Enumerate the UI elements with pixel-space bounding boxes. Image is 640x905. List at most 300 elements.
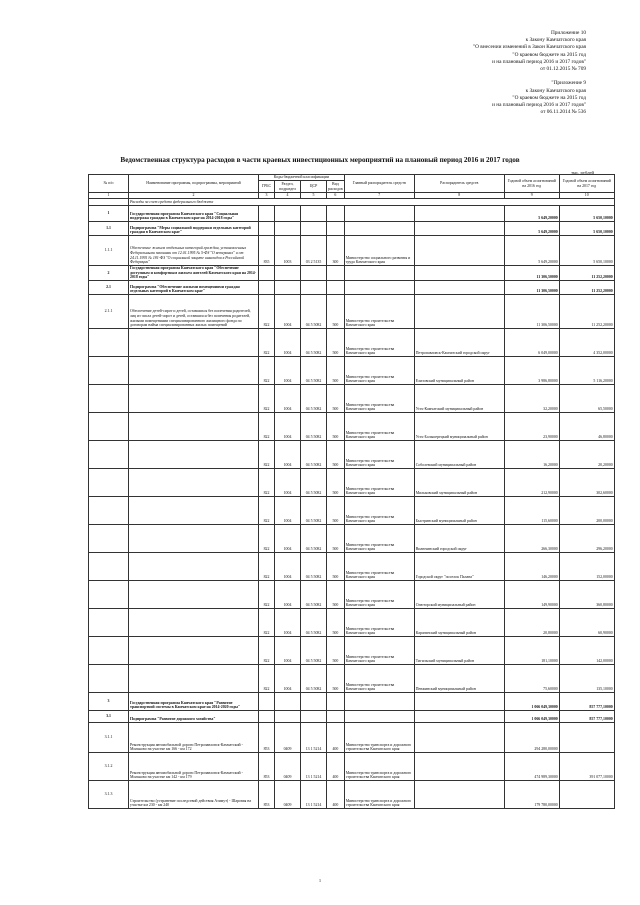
cell-razdel: 1004 [275, 525, 301, 553]
cell-v2016: 6 049,00000 [504, 329, 559, 357]
cell-name: Обеспечение детей-сирот и детей, оставшихся без попечения родителей, лиц из числа детей-сирот и детей, оставшихся без попечения родителей, жилыми помещениями специализированного жилищного фонда по договорам найма специализированных жилых помещений [129, 295, 259, 329]
cell-recipient: Соболевский муниципальный район [414, 441, 504, 469]
cell-csr: 04 5 5082 [301, 385, 327, 413]
cell-razdel [275, 222, 301, 236]
cell-v2017: 5 116,20000 [559, 357, 614, 385]
table-row [89, 665, 615, 693]
cell-num: 1.1 [89, 222, 129, 236]
cell-v2017: 11 252,20000 [559, 266, 614, 281]
col-header-razdel: Раздел, подраздел [275, 181, 301, 193]
page-number: 1 [318, 878, 322, 883]
cell-v2017: 20,20000 [559, 441, 614, 469]
cell-razdel [275, 266, 301, 281]
cell-grbs: 822 [259, 357, 275, 385]
cell-num: 1.1.1 [89, 236, 129, 266]
table-row [89, 609, 615, 637]
cell-distributor [344, 206, 414, 222]
cell-v2017: 142,00000 [559, 637, 614, 665]
cell-razdel: 1004 [275, 665, 301, 693]
cell-grbs: 853 [259, 753, 275, 781]
table-row [89, 753, 615, 781]
cell-grbs: 822 [259, 581, 275, 609]
cell-v2017: 60,90000 [559, 609, 614, 637]
cell-v2016: 32,20000 [504, 385, 559, 413]
cell-v2016: 16,20000 [504, 441, 559, 469]
cell-distributor: Министерство социального развития и труда Камчатского края [344, 236, 414, 266]
cell-grbs: 822 [259, 609, 275, 637]
cell-v2016: 1 066 049,30000 [504, 693, 559, 711]
cell-razdel [275, 711, 301, 723]
cell-v2016: 3 986,80000 [504, 357, 559, 385]
cell-csr: 04 5 5082 [301, 553, 327, 581]
cell-vr: 500 [327, 357, 345, 385]
cell-name: Государственная программа Камчатского края "Социальная поддержка граждан в Камчатском крае на 2014-2018 годы" [129, 206, 259, 222]
header-line: "О внесении изменений в Закон Камчатского края [473, 44, 586, 51]
cell-num [89, 469, 129, 497]
cell-recipient: Городской округ "поселок Палана" [414, 553, 504, 581]
cell-distributor: Министерство строительства Камчатского края [344, 469, 414, 497]
cell-num [89, 329, 129, 357]
table-row [89, 266, 615, 281]
cell-csr: 04 5 5082 [301, 441, 327, 469]
cell-vr: 500 [327, 525, 345, 553]
column-number: 4 [275, 193, 301, 199]
cell-name [129, 665, 259, 693]
cell-distributor [344, 693, 414, 711]
cell-num: 3.1.1 [89, 723, 129, 753]
cell-vr: 500 [327, 295, 345, 329]
col-header-codes: Коды бюджетной классификации [259, 175, 345, 181]
table-row [89, 693, 615, 711]
cell-csr [301, 222, 327, 236]
cell-name [129, 525, 259, 553]
header-line [473, 73, 586, 80]
table-row [89, 295, 615, 329]
cell-distributor [344, 281, 414, 295]
cell-grbs: 822 [259, 525, 275, 553]
cell-recipient [414, 222, 504, 236]
cell-name [129, 553, 259, 581]
cell-v2016: 179 780,00000 [504, 781, 559, 809]
cell-vr [327, 281, 345, 295]
table-row [89, 581, 615, 609]
cell-csr: 04 5 5082 [301, 295, 327, 329]
cell-grbs [259, 222, 275, 236]
cell-csr: 04 5 5082 [301, 525, 327, 553]
cell-distributor: Министерство строительства Камчатского края [344, 329, 414, 357]
table-row [89, 385, 615, 413]
table-row [89, 206, 615, 222]
cell-recipient: Петропавловск-Камчатский городской округ [414, 329, 504, 357]
cell-grbs [259, 266, 275, 281]
header-line: к Закону Камчатского края [525, 37, 586, 44]
cell-distributor: Министерство транспорта и дорожного строительства Камчатского края [344, 723, 414, 753]
table-row [89, 497, 615, 525]
col-header-recipient: Распорядитель средств [414, 175, 504, 193]
col-header-csr: ЦСР [301, 181, 327, 193]
cell-csr: 04 5 5082 [301, 469, 327, 497]
cell-v2017: 11 252,20000 [559, 295, 614, 329]
cell-num: 2.1 [89, 281, 129, 295]
cell-num: 3.1.2 [89, 753, 129, 781]
cell-csr [301, 281, 327, 295]
column-number: 5 [301, 193, 327, 199]
table-row [89, 222, 615, 236]
cell-razdel [275, 206, 301, 222]
cell-grbs [259, 206, 275, 222]
header-line: и на плановый период 2016 и 2017 годов" [492, 101, 586, 108]
cell-num: 3 [89, 693, 129, 711]
cell-csr: 04 5 5082 [301, 497, 327, 525]
column-number: 2 [129, 193, 259, 199]
cell-name: Реконструкция автомобильной дороги Петропавловск-Камчатский - Мильково на участке км 166 - км 172 [129, 723, 259, 753]
cell-razdel: 1004 [275, 441, 301, 469]
expenditure-table [88, 174, 615, 809]
cell-num [89, 385, 129, 413]
cell-grbs: 822 [259, 413, 275, 441]
cell-v2016: 11 306,50000 [504, 266, 559, 281]
cell-v2017: 4 352,00000 [559, 329, 614, 357]
cell-vr: 500 [327, 609, 345, 637]
cell-name: Государственная программа Камчатского края "Развитие транспортной системы в Камчатском крае на 2014-2020 годы" [129, 693, 259, 711]
cell-grbs: 822 [259, 329, 275, 357]
cell-v2017: 302,60000 [559, 469, 614, 497]
cell-recipient: Тигильский муниципальный район [414, 637, 504, 665]
cell-v2017: 857 777,10000 [559, 693, 614, 711]
cell-vr: 400 [327, 723, 345, 753]
cell-v2017: 360,80000 [559, 581, 614, 609]
cell-grbs: 835 [259, 236, 275, 266]
cell-v2016: 23,90000 [504, 413, 559, 441]
cell-distributor: Министерство строительства Камчатского края [344, 497, 414, 525]
col-header-num: № п/п [89, 175, 129, 193]
column-number: 8 [414, 193, 504, 199]
header-line: от 06.11.2014 № 536 [540, 109, 586, 116]
cell-name: Подпрограмма "Обеспечение жилыми помещениями граждан отдельных категорий в Камчатском крае" [129, 281, 259, 295]
cell-distributor [344, 266, 414, 281]
cell-v2017 [559, 723, 614, 753]
cell-recipient: Пенжинский муниципальный район [414, 665, 504, 693]
cell-razdel: 1004 [275, 295, 301, 329]
cell-csr: 13 1 5214 [301, 753, 327, 781]
cell-razdel: 1004 [275, 609, 301, 637]
header-line: "О краевом бюджете на 2015 год [512, 94, 586, 101]
cell-v2017: 296,20000 [559, 525, 614, 553]
cell-recipient: Быстринский муниципальный район [414, 497, 504, 525]
cell-vr [327, 222, 345, 236]
cell-vr: 500 [327, 469, 345, 497]
header-line: "Приложение 9 [551, 80, 586, 87]
column-number: 10 [559, 193, 614, 199]
cell-grbs: 822 [259, 497, 275, 525]
col-header-2016: Годовой объем ассигнований на 2016 год [504, 175, 559, 193]
cell-csr [301, 711, 327, 723]
cell-recipient [414, 206, 504, 222]
cell-distributor [344, 711, 414, 723]
table-row [89, 441, 615, 469]
cell-csr: 03 2 5135 [301, 236, 327, 266]
table-row [89, 637, 615, 665]
cell-csr [301, 206, 327, 222]
cell-name [129, 441, 259, 469]
cell-recipient [414, 236, 504, 266]
cell-name [129, 469, 259, 497]
cell-distributor [344, 222, 414, 236]
cell-v2016: 11 306,50000 [504, 295, 559, 329]
cell-razdel: 1004 [275, 553, 301, 581]
column-number: 7 [344, 193, 414, 199]
cell-v2016: 115,60000 [504, 497, 559, 525]
cell-razdel: 1004 [275, 497, 301, 525]
cell-recipient [414, 295, 504, 329]
cell-razdel: 1004 [275, 469, 301, 497]
cell-name [129, 637, 259, 665]
cell-grbs: 822 [259, 385, 275, 413]
cell-razdel [275, 693, 301, 711]
cell-grbs: 822 [259, 637, 275, 665]
cell-v2016: 11 306,50000 [504, 281, 559, 295]
table-row [89, 329, 615, 357]
cell-csr: 04 5 5082 [301, 637, 327, 665]
cell-name [129, 497, 259, 525]
table-row [89, 469, 615, 497]
cell-razdel: 1004 [275, 413, 301, 441]
cell-vr: 500 [327, 665, 345, 693]
header-line: и на плановый период 2016 и 2017 годов" [492, 58, 586, 65]
cell-recipient [414, 711, 504, 723]
cell-num [89, 413, 129, 441]
cell-distributor: Министерство строительства Камчатского края [344, 385, 414, 413]
cell-v2016: 75,60000 [504, 665, 559, 693]
cell-name: Реконструкция автомобильной дороги Петропавловск-Камчатский - Мильково на участке км 142 - км 179 [129, 753, 259, 781]
cell-razdel: 1004 [275, 357, 301, 385]
cell-vr: 500 [327, 553, 345, 581]
cell-v2017: 857 777,10000 [559, 711, 614, 723]
cell-name [129, 385, 259, 413]
header-line: от 01.12.2015 № 709 [540, 65, 586, 72]
cell-name: Строительство (устранение последствий действия Азимут) - Шаровая на участке км 230 - км 240 [129, 781, 259, 809]
cell-razdel: 1003 [275, 236, 301, 266]
cell-v2017: 135,10000 [559, 665, 614, 693]
cell-recipient [414, 281, 504, 295]
cell-distributor: Министерство транспорта и дорожного строительства Камчатского края [344, 781, 414, 809]
cell-csr: 04 5 5082 [301, 357, 327, 385]
cell-num [89, 581, 129, 609]
cell-name [129, 413, 259, 441]
col-header-name: Наименование программы, подпрограммы, мероприятий [129, 175, 259, 193]
cell-distributor: Министерство строительства Камчатского края [344, 553, 414, 581]
cell-v2017: 11 252,20000 [559, 281, 614, 295]
cell-grbs: 822 [259, 665, 275, 693]
cell-v2017: 5 650,10000 [559, 236, 614, 266]
table-row [89, 553, 615, 581]
cell-razdel: 0409 [275, 753, 301, 781]
cell-distributor: Министерство строительства Камчатского края [344, 357, 414, 385]
cell-grbs: 853 [259, 723, 275, 753]
cell-v2016: 20,80000 [504, 609, 559, 637]
cell-num: 1 [89, 206, 129, 222]
cell-distributor: Министерство строительства Камчатского края [344, 637, 414, 665]
cell-num [89, 609, 129, 637]
cell-v2016: 181,10000 [504, 637, 559, 665]
cell-recipient: Вилючинский городской округ [414, 525, 504, 553]
col-header-vr: Вид расходов [328, 181, 343, 191]
appendix-header [473, 30, 586, 116]
page-title: Ведомственная структура расходов в части краевых инвестиционных мероприятий на плановый период 2016 и 2017 годов [120, 156, 520, 164]
header-line: к Закону Камчатского края [525, 87, 586, 94]
cell-csr: 04 5 5082 [301, 665, 327, 693]
cell-vr: 500 [327, 413, 345, 441]
column-number: 1 [89, 193, 129, 199]
table-row [89, 525, 615, 553]
cell-distributor: Министерство строительства Камчатского края [344, 441, 414, 469]
cell-distributor: Министерство транспорта и дорожного строительства Камчатского края [344, 753, 414, 781]
cell-csr: 13 1 5214 [301, 723, 327, 753]
cell-csr [301, 693, 327, 711]
col-header-grbs: ГРБС [259, 181, 275, 193]
cell-recipient: Усть-Камчатский муниципальный район [414, 385, 504, 413]
cell-distributor: Министерство строительства Камчатского края [344, 665, 414, 693]
cell-num [89, 665, 129, 693]
table-row [89, 711, 615, 723]
header-line: Приложение 10 [550, 30, 586, 36]
cell-recipient: Елизовский муниципальный район [414, 357, 504, 385]
cell-distributor: Министерство строительства Камчатского края [344, 525, 414, 553]
cell-vr: 400 [327, 781, 345, 809]
cell-v2016: 266,30000 [504, 525, 559, 553]
cell-distributor: Министерство строительства Камчатского края [344, 609, 414, 637]
cell-v2017: 200,00000 [559, 497, 614, 525]
cell-razdel: 1004 [275, 385, 301, 413]
cell-recipient [414, 753, 504, 781]
cell-v2016: 1 066 049,30000 [504, 711, 559, 723]
cell-distributor: Министерство строительства Камчатского края [344, 581, 414, 609]
header-line: "О краевом бюджете на 2015 год [512, 51, 586, 58]
cell-name [129, 357, 259, 385]
column-number: 6 [327, 193, 345, 199]
cell-v2017: 5 650,10000 [559, 206, 614, 222]
cell-grbs: 822 [259, 553, 275, 581]
table-row [89, 723, 615, 753]
table-row [89, 781, 615, 809]
cell-recipient: Карагинский муниципальный район [414, 609, 504, 637]
cell-grbs: 853 [259, 781, 275, 809]
cell-v2017: 5 650,10000 [559, 222, 614, 236]
cell-name: Государственная программа Камчатского края "Обеспечение доступным и комфортным жильем жителей Камчатского края на 2014-2018 годы" [129, 266, 259, 281]
cell-csr [301, 266, 327, 281]
cell-vr: 500 [327, 637, 345, 665]
cell-recipient: Усть-Большерецкий муниципальный район [414, 413, 504, 441]
cell-v2016: 149,90000 [504, 581, 559, 609]
cell-vr: 500 [327, 329, 345, 357]
cell-num [89, 637, 129, 665]
cell-num: 3.1.3 [89, 781, 129, 809]
cell-distributor: Министерство строительства Камчатского края [344, 413, 414, 441]
cell-vr [327, 206, 345, 222]
cell-v2017: 46,80000 [559, 413, 614, 441]
cell-csr: 04 5 5082 [301, 581, 327, 609]
cell-distributor: Министерство строительства Камчатского края [344, 295, 414, 329]
cell-vr: 500 [327, 385, 345, 413]
cell-grbs: 822 [259, 295, 275, 329]
cell-recipient [414, 781, 504, 809]
cell-grbs [259, 693, 275, 711]
cell-v2016: 212,90000 [504, 469, 559, 497]
table-row [89, 236, 615, 266]
cell-recipient [414, 693, 504, 711]
cell-vr: 500 [327, 441, 345, 469]
cell-v2016: 474 989,30000 [504, 753, 559, 781]
cell-v2016: 5 649,20000 [504, 236, 559, 266]
cell-name: Подпрограмма "Развитие дорожного хозяйства" [129, 711, 259, 723]
cell-razdel: 1004 [275, 637, 301, 665]
cell-name: Подпрограмма "Меры социальной поддержки отдельных категорий граждан в Камчатском крае" [129, 222, 259, 236]
cell-num [89, 497, 129, 525]
cell-num: 2 [89, 266, 129, 281]
cell-num [89, 357, 129, 385]
cell-name [129, 581, 259, 609]
cell-recipient: Олюторский муниципальный район [414, 581, 504, 609]
cell-recipient [414, 266, 504, 281]
cell-vr [327, 693, 345, 711]
cell-grbs [259, 281, 275, 295]
cell-num: 3.1 [89, 711, 129, 723]
section-heading: Расходы за счет средств федерального бюджета [129, 199, 615, 206]
cell-recipient [414, 723, 504, 753]
cell-num [89, 525, 129, 553]
cell-vr: 300 [327, 236, 345, 266]
cell-v2016: 294 280,00000 [504, 723, 559, 753]
cell-razdel: 1004 [275, 581, 301, 609]
cell-name: Обеспечение жильем отдельных категорий граждан, установленных Федеральными законами от 12.01.1995 № 5-ФЗ "О ветеранах" и от 24.11.1995 № 181-ФЗ "О социальной защите инвалидов в Российской Федерации" [129, 236, 259, 266]
cell-num: 2.1.1 [89, 295, 129, 329]
cell-csr: 04 5 5082 [301, 329, 327, 357]
cell-csr: 13 1 5214 [301, 781, 327, 809]
cell-v2016: 5 649,20000 [504, 222, 559, 236]
cell-v2017: 391 077,10000 [559, 753, 614, 781]
cell-num [89, 553, 129, 581]
col-header-distributor: Главный распорядитель средств [344, 175, 414, 193]
table-row [89, 281, 615, 295]
cell-grbs: 822 [259, 441, 275, 469]
table-row [89, 413, 615, 441]
cell-csr: 04 5 5082 [301, 413, 327, 441]
cell-razdel: 1004 [275, 329, 301, 357]
cell-vr [327, 266, 345, 281]
cell-grbs: 822 [259, 469, 275, 497]
col-header-2017: Годовой объем ассигнований на 2017 год [559, 175, 614, 193]
cell-grbs [259, 711, 275, 723]
cell-v2017: 152,00000 [559, 553, 614, 581]
cell-vr [327, 711, 345, 723]
cell-razdel: 0409 [275, 781, 301, 809]
table-row [89, 357, 615, 385]
cell-csr: 04 5 5082 [301, 609, 327, 637]
cell-vr: 400 [327, 753, 345, 781]
cell-v2016: 5 649,20000 [504, 206, 559, 222]
cell-razdel: 0409 [275, 723, 301, 753]
column-number: 3 [259, 193, 275, 199]
units-label: тыс. рублей [571, 170, 594, 175]
cell-vr: 500 [327, 497, 345, 525]
column-number: 9 [504, 193, 559, 199]
cell-vr: 500 [327, 581, 345, 609]
cell-v2016: 146,20000 [504, 553, 559, 581]
cell-num [89, 441, 129, 469]
cell-v2017 [559, 781, 614, 809]
cell-razdel [275, 281, 301, 295]
cell-v2017: 65,50000 [559, 385, 614, 413]
